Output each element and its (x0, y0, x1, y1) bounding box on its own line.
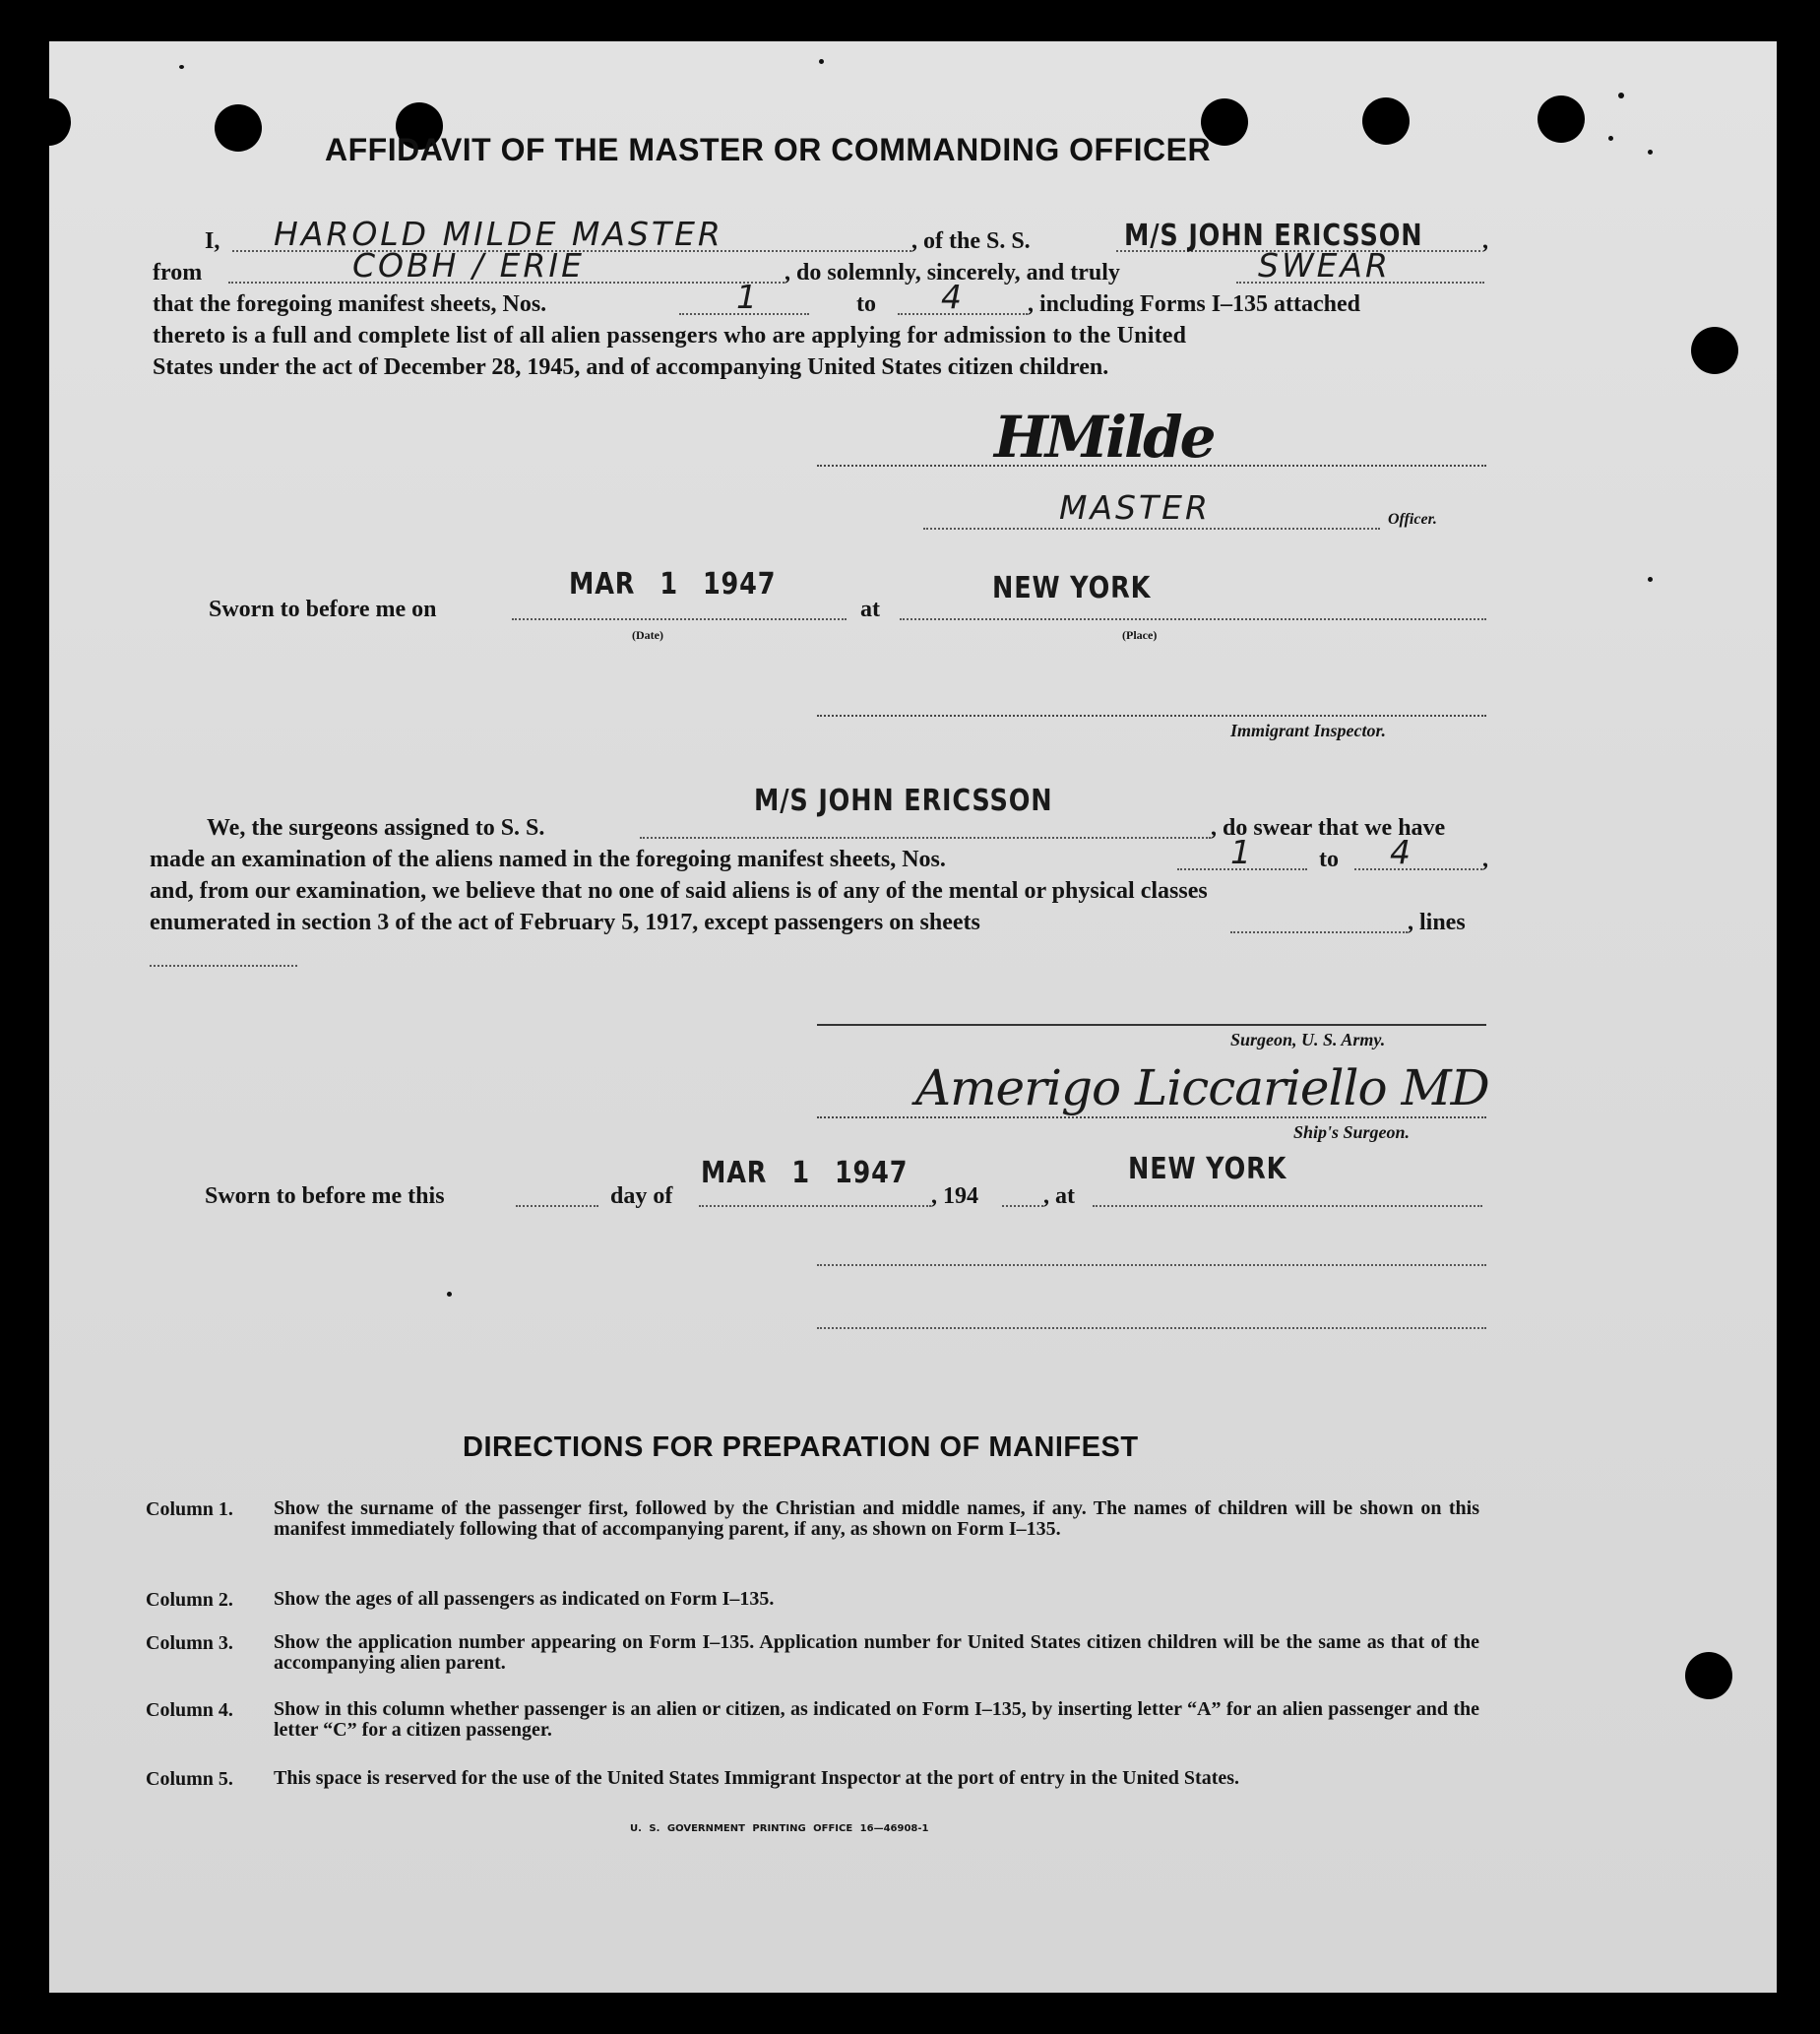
punch-hole (215, 104, 262, 152)
surgeon-to-label: to (1319, 847, 1339, 872)
speck (447, 1292, 452, 1297)
rank-line (923, 528, 1380, 530)
place-caption: (Place) (1122, 628, 1158, 642)
directions-title: DIRECTIONS FOR PREPARATION OF MANIFEST (463, 1431, 1139, 1463)
ship-surgeon-line (817, 1116, 1486, 1118)
date-stamp: MAR 1 1947 (569, 567, 777, 602)
sworn-label: Sworn to before me on (209, 597, 437, 622)
column-label: Column 2. (146, 1589, 233, 1611)
inspector-line (817, 715, 1486, 717)
punch-hole (1362, 97, 1410, 145)
day-of-label: day of (610, 1183, 673, 1209)
surgeons-line-4a: enumerated in section 3 of the act of February 5, 1917, except passengers on sheets (150, 910, 980, 935)
page-title: AFFIDAVIT OF THE MASTER OR COMMANDING OFFICER (325, 132, 1212, 167)
place-stamp: NEW YORK (992, 571, 1152, 605)
signature-line-3 (817, 1264, 1486, 1266)
day-line (516, 1205, 598, 1207)
place-line (900, 618, 1486, 620)
ship-label: , of the S. S. (911, 228, 1031, 254)
speck (1608, 136, 1613, 141)
year-label: , 194 (931, 1183, 978, 1209)
sheets-line (1230, 931, 1408, 933)
punch-hole (1538, 95, 1585, 143)
inspector-label: Immigrant Inspector. (1230, 721, 1387, 740)
column-text: Show the ages of all passengers as indicated on Form I–135. (274, 1588, 775, 1610)
at-label: at (860, 597, 880, 622)
surgeons-line-4b: , lines (1408, 910, 1466, 935)
surgeons-line-3: and, from our examination, we believe that no one of said aliens is of any of the mental or physical classes (150, 878, 1208, 904)
column-label: Column 5. (146, 1768, 233, 1790)
place-stamp-2: NEW YORK (1128, 1152, 1287, 1186)
column-label: Column 3. (146, 1632, 233, 1654)
speck (819, 59, 824, 64)
printing-office-footer: U. S. GOVERNMENT PRINTING OFFICE 16—46908-1 (630, 1823, 929, 1834)
punch-hole (1685, 1652, 1732, 1699)
column-text: Show in this column whether passenger is an alien or citizen, as indicated on Form I–135, by inserting letter “A” for an alien passenger and the letter “C” for a citizen passenger. (274, 1698, 1479, 1741)
affidavit-line-5: States under the act of December 28, 1945, and of accompanying United States citizen children. (153, 354, 1109, 380)
year-line (1002, 1205, 1043, 1207)
date-line (512, 618, 847, 620)
ship-surgeon-label: Ship's Surgeon. (1293, 1122, 1411, 1142)
punch-hole (1691, 327, 1738, 374)
ship-stamp: M/S JOHN ERICSSON (1124, 219, 1423, 253)
speck (179, 65, 184, 69)
solemnly-text: , do solemnly, sincerely, and truly (784, 260, 1120, 286)
place-line-2 (1093, 1205, 1482, 1207)
affidavit-line-4: thereto is a full and complete list of all alien passengers who are applying for admission to the United (153, 323, 1187, 349)
date-stamp-2: MAR 1 1947 (701, 1156, 909, 1190)
date-caption: (Date) (632, 628, 663, 642)
sheet-to: 4 (941, 278, 965, 316)
month-line (699, 1205, 931, 1207)
speck (1648, 150, 1653, 155)
sheet-from: 1 (736, 278, 760, 316)
punch-hole (28, 98, 71, 146)
document-page (49, 41, 1777, 1993)
lines-line (150, 965, 297, 967)
pronoun-label: I, (205, 228, 220, 254)
surgeon-ship-stamp: M/S JOHN ERICSSON (754, 784, 1053, 818)
army-surgeon-line (817, 1024, 1486, 1026)
from-label: from (153, 260, 203, 286)
column-text: Show the application number appearing on Form I–135. Application number for United States citizen children will be the same as that of the accompanying alien parent. (274, 1631, 1479, 1674)
surgeon-ship-line (640, 837, 1211, 839)
foregoing-text: that the foregoing manifest sheets, Nos. (153, 291, 547, 317)
master-rank: MASTER (1059, 488, 1211, 527)
army-surgeon-label: Surgeon, U. S. Army. (1230, 1030, 1386, 1049)
sworn-this-label: Sworn to before me this (205, 1183, 445, 1209)
column-label: Column 1. (146, 1498, 233, 1520)
including-text: , including Forms I–135 attached (1028, 291, 1361, 317)
column-text: This space is reserved for the use of the United States Immigrant Inspector at the port of entry in the United States. (274, 1767, 1240, 1789)
comma: , (1482, 847, 1488, 872)
port-of-departure: COBH / ERIE (352, 246, 585, 285)
comma: , (1482, 228, 1488, 254)
at-label-2: , at (1043, 1183, 1075, 1209)
surgeons-line-1a: We, the surgeons assigned to S. S. (207, 815, 545, 841)
officer-label: Officer. (1388, 511, 1437, 528)
surgeon-sheet-from: 1 (1230, 833, 1254, 871)
surgeons-line-2: made an examination of the aliens named in the foregoing manifest sheets, Nos. (150, 847, 946, 872)
master-signature: HMilde (994, 404, 1214, 471)
speck (1618, 93, 1624, 98)
oath-word: SWEAR (1258, 246, 1391, 285)
master-name: HAROLD MILDE MASTER (274, 215, 723, 253)
surgeon-signature: Amerigo Liccariello MD (915, 1059, 1489, 1116)
surgeons-line-1b: , do swear that we have (1211, 815, 1446, 841)
column-label: Column 4. (146, 1699, 233, 1721)
surgeon-to-line (1354, 868, 1482, 870)
surgeon-sheet-to: 4 (1390, 833, 1413, 871)
to-label: to (856, 291, 876, 317)
signature-line-4 (817, 1327, 1486, 1329)
column-text: Show the surname of the passenger first, followed by the Christian and middle names, if any. The names of children will be shown on this manifest immediately following that of accompanying parent, if any, as shown on Form I–135. (274, 1497, 1479, 1540)
speck (1648, 577, 1653, 582)
